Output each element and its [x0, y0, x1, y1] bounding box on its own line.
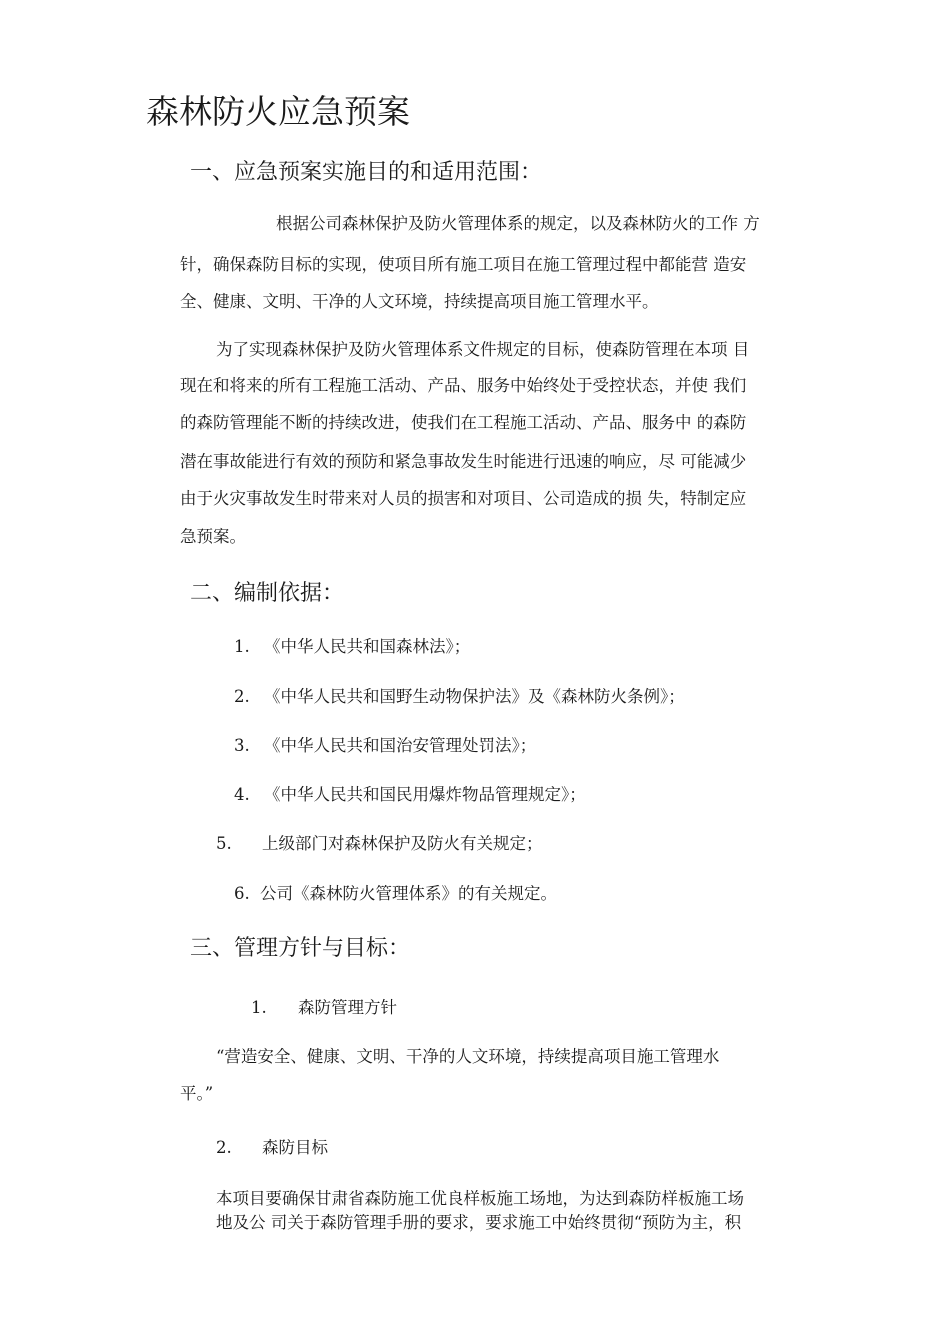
list-item-number: 4. — [234, 785, 250, 804]
list-item-number: 3. — [234, 736, 250, 755]
list-item: 《中华人民共和国野生动物保护法》及《森林防火条例》； — [264, 687, 685, 706]
paragraph-line: 急预案。 — [180, 527, 246, 546]
subsection-number: 2. — [216, 1138, 232, 1157]
paragraph-line: 针，确保森防目标的实现，使项目所有施工项目在施工管理过程中都能营 造安 — [180, 255, 747, 274]
list-item-number: 1. — [234, 637, 250, 656]
subsection-title: 森防目标 — [262, 1138, 328, 1157]
quote-line: “营造安全、健康、文明、干净的人文环境，持续提高项目施工管理水 — [216, 1047, 720, 1066]
paragraph-line: 的森防管理能不断的持续改进，使我们在工程施工活动、产品、服务中 的森防 — [180, 413, 747, 432]
subsection-number: 1. — [251, 998, 267, 1017]
list-item: 公司《森林防火管理体系》的有关规定。 — [260, 884, 557, 903]
list-item-number: 2. — [234, 687, 250, 706]
list-item: 《中华人民共和国森林法》； — [264, 637, 471, 656]
list-item-number: 5. — [216, 834, 232, 853]
paragraph-line: 现在和将来的所有工程施工活动、产品、服务中始终处于受控状态，并使 我们 — [180, 376, 747, 395]
paragraph-line: 潜在事故能进行有效的预防和紧急事故发生时能进行迅速的响应，尽 可能减少 — [180, 452, 747, 471]
list-item: 《中华人民共和国治安管理处罚法》； — [264, 736, 537, 755]
paragraph-line: 全、健康、文明、干净的人文环境，持续提高项目施工管理水平。 — [180, 292, 659, 311]
list-item: 上级部门对森林保护及防火有关规定； — [262, 834, 543, 853]
paragraph-line: 为了实现森林保护及防火管理体系文件规定的目标，使森防管理在本项 目 — [216, 340, 750, 359]
section-heading-1: 一、应急预案实施目的和适用范围： — [190, 160, 543, 185]
list-item-number: 6. — [234, 884, 250, 903]
section-heading-3: 三、管理方针与目标： — [190, 936, 411, 961]
paragraph-line: 由于火灾事故发生时带来对人员的损害和对项目、公司造成的损 失，特制定应 — [180, 489, 747, 508]
subsection-title: 森防管理方针 — [298, 998, 397, 1017]
list-item: 《中华人民共和国民用爆炸物品管理规定》； — [264, 785, 586, 804]
page-title: 森林防火应急预案 — [146, 92, 410, 131]
paragraph-line: 根据公司森林保护及防火管理体系的规定，以及森林防火的工作 方 — [276, 214, 760, 233]
paragraph-line: 地及公 司关于森防管理手册的要求，要求施工中始终贯彻“预防为主，积 — [216, 1213, 742, 1232]
section-heading-2: 二、编制依据： — [190, 581, 345, 606]
quote-line: 平。” — [180, 1084, 214, 1103]
paragraph-line: 本项目要确保甘肃省森防施工优良样板施工场地，为达到森防样板施工场 — [216, 1189, 744, 1208]
